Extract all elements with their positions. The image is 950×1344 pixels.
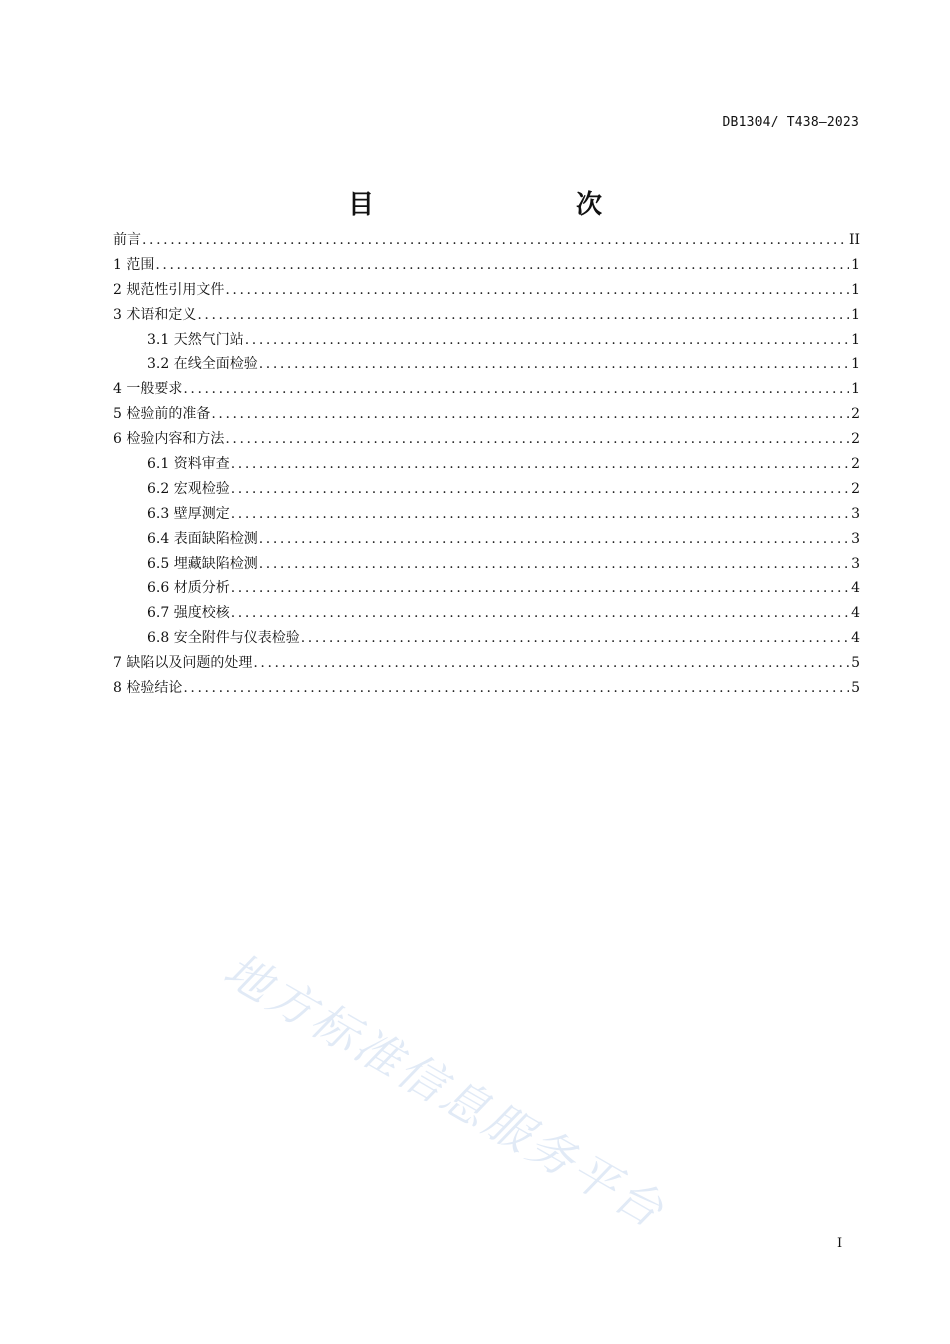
toc-entry-page: 2 bbox=[851, 406, 860, 423]
toc-entry-page: 1 bbox=[851, 356, 860, 373]
toc-entry-page: 1 bbox=[851, 281, 860, 298]
toc-entry-visual-inspection[interactable] bbox=[113, 477, 860, 502]
toc-entry-label: 1 范围 bbox=[113, 253, 155, 278]
toc-entry-label: 6.1 资料审查 bbox=[147, 452, 231, 477]
toc-entry-label: 7 缺陷以及问题的处理 bbox=[113, 651, 253, 676]
toc-entry-page: 1 bbox=[851, 256, 860, 273]
toc-entry-online-inspection[interactable] bbox=[113, 352, 860, 377]
toc-entry-label: 6.4 表面缺陷检测 bbox=[147, 527, 259, 552]
toc-entry-normative-references[interactable] bbox=[113, 278, 860, 303]
toc-leader-dots bbox=[211, 402, 849, 427]
toc-entry-page: 4 bbox=[851, 605, 860, 622]
toc-entry-content-methods[interactable] bbox=[113, 427, 860, 452]
toc-entry-page: 4 bbox=[851, 630, 860, 647]
toc-entry-label: 4 一般要求 bbox=[113, 377, 183, 402]
toc-leader-dots bbox=[301, 626, 849, 651]
toc-entry-preparation[interactable] bbox=[113, 402, 860, 427]
toc-entry-foreword[interactable] bbox=[113, 228, 860, 253]
toc-entry-safety-accessories[interactable] bbox=[113, 626, 860, 651]
toc-leader-dots bbox=[231, 502, 849, 527]
toc-leader-dots bbox=[183, 676, 849, 701]
toc-entry-page: 3 bbox=[851, 505, 860, 522]
toc-leader-dots bbox=[253, 651, 849, 676]
toc-entry-label: 6.7 强度校核 bbox=[147, 601, 231, 626]
toc-entry-page: 2 bbox=[851, 480, 860, 497]
toc-entry-terms-definitions[interactable] bbox=[113, 303, 860, 328]
standard-code: DB1304/ T438—2023 bbox=[722, 115, 859, 130]
toc-entry-label: 3.2 在线全面检验 bbox=[147, 352, 259, 377]
toc-entry-scope[interactable] bbox=[113, 253, 860, 278]
toc-leader-dots bbox=[231, 452, 849, 477]
toc-leader-dots bbox=[142, 228, 847, 253]
toc-entry-defect-handling[interactable] bbox=[113, 651, 860, 676]
toc-entry-label: 3 术语和定义 bbox=[113, 303, 197, 328]
toc-title: 目 次 bbox=[347, 190, 652, 220]
toc-entry-page: 1 bbox=[851, 331, 860, 348]
toc-entry-page: 3 bbox=[851, 530, 860, 547]
toc-leader-dots bbox=[245, 328, 849, 353]
toc-entry-page: 1 bbox=[851, 381, 860, 398]
toc-entry-page: 3 bbox=[851, 555, 860, 572]
toc-entry-label: 前言 bbox=[113, 228, 142, 253]
toc-entry-page: 4 bbox=[851, 580, 860, 597]
toc-leader-dots bbox=[231, 477, 849, 502]
toc-entry-label: 8 检验结论 bbox=[113, 676, 183, 701]
toc-entry-page: 2 bbox=[851, 431, 860, 448]
toc-entry-page: 5 bbox=[851, 680, 860, 697]
toc-entry-label: 3.1 天然气门站 bbox=[147, 328, 245, 353]
toc-entry-conclusion[interactable] bbox=[113, 676, 860, 701]
toc-entry-page: 5 bbox=[851, 655, 860, 672]
toc-leader-dots bbox=[259, 527, 849, 552]
toc-leader-dots bbox=[197, 303, 849, 328]
toc-leader-dots bbox=[231, 601, 849, 626]
toc-leader-dots bbox=[231, 576, 849, 601]
toc-entry-page: 2 bbox=[851, 456, 860, 473]
watermark: 地方标准信息服务平台 bbox=[215, 942, 676, 1239]
toc-leader-dots bbox=[155, 253, 849, 278]
toc-leader-dots bbox=[259, 552, 849, 577]
toc-leader-dots bbox=[225, 427, 849, 452]
table-of-contents bbox=[113, 228, 860, 701]
toc-leader-dots bbox=[183, 377, 849, 402]
toc-entry-general-requirements[interactable] bbox=[113, 377, 860, 402]
page-number: I bbox=[837, 1236, 843, 1251]
toc-leader-dots bbox=[225, 278, 849, 303]
toc-entry-page: 1 bbox=[851, 306, 860, 323]
toc-entry-embedded-defects[interactable] bbox=[113, 552, 860, 577]
toc-entry-label: 2 规范性引用文件 bbox=[113, 278, 225, 303]
toc-entry-label: 5 检验前的准备 bbox=[113, 402, 211, 427]
toc-entry-label: 6.2 宏观检验 bbox=[147, 477, 231, 502]
toc-entry-surface-defects[interactable] bbox=[113, 527, 860, 552]
toc-entry-label: 6.5 埋藏缺陷检测 bbox=[147, 552, 259, 577]
toc-entry-wall-thickness[interactable] bbox=[113, 502, 860, 527]
toc-entry-label: 6.6 材质分析 bbox=[147, 576, 231, 601]
toc-entry-label: 6.3 壁厚测定 bbox=[147, 502, 231, 527]
toc-entry-document-review[interactable] bbox=[113, 452, 860, 477]
toc-entry-page: II bbox=[848, 232, 860, 248]
toc-leader-dots bbox=[259, 352, 849, 377]
toc-entry-strength-check[interactable] bbox=[113, 601, 860, 626]
toc-entry-label: 6 检验内容和方法 bbox=[113, 427, 225, 452]
toc-entry-gate-station[interactable] bbox=[113, 328, 860, 353]
toc-entry-label: 6.8 安全附件与仪表检验 bbox=[147, 626, 301, 651]
toc-entry-material-analysis[interactable] bbox=[113, 576, 860, 601]
